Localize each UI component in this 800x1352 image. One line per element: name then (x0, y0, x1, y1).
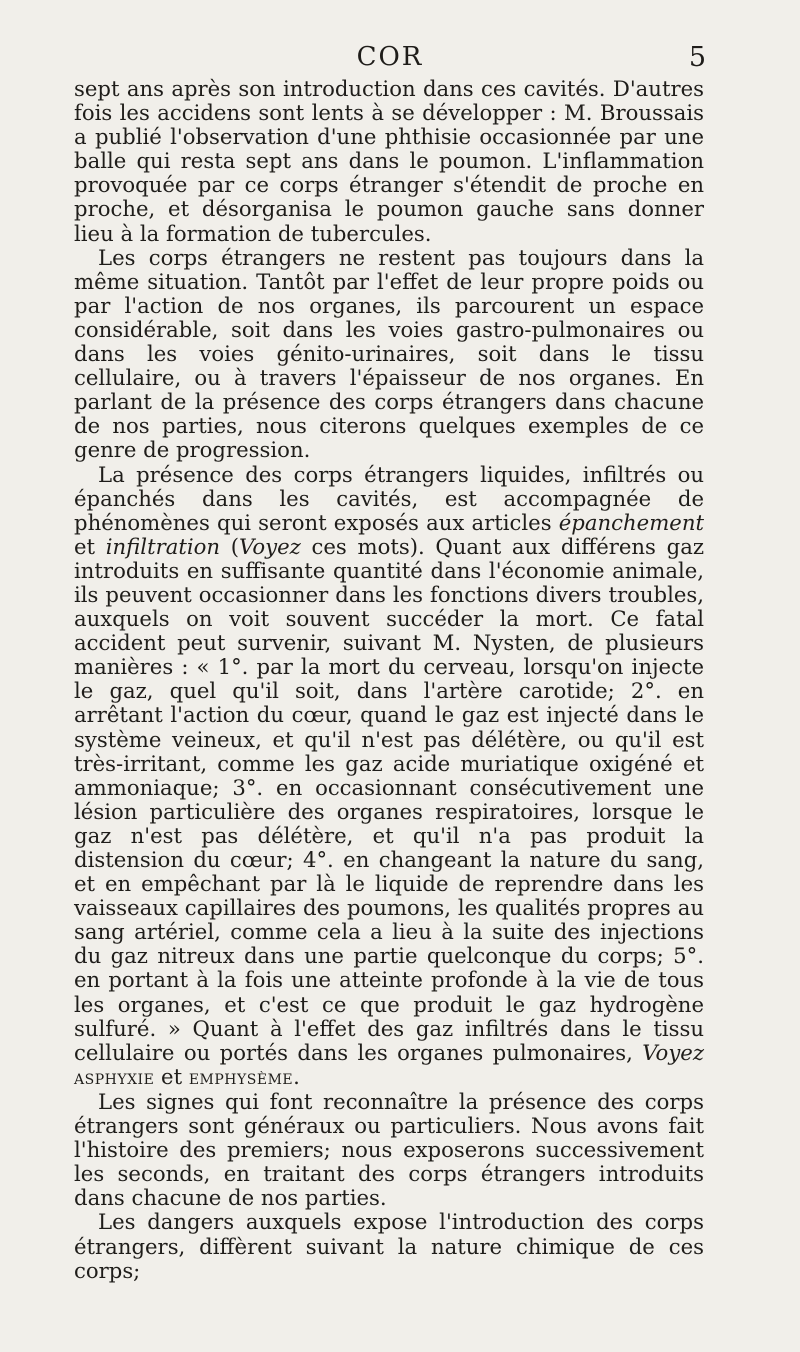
paragraph-5: Les dangers auxquels expose l'introduction des corps étrangers, diffèrent suivant la nature chimique de ces corps; (74, 1209, 704, 1283)
paragraph-3-text-e: et (154, 1063, 189, 1089)
paragraph-3-text-f: . (293, 1063, 300, 1089)
paragraph-3-text-c: ( (220, 533, 240, 559)
cross-ref-asphyxie: asphyxie (74, 1065, 155, 1089)
paragraph-3-text-a: La présence des corps étrangers liquides, infiltrés ou épanchés dans les cavités, est accompagnée de phénomènes qui seront exposés aux articles (74, 461, 704, 535)
body-text (74, 77, 704, 1283)
cross-ref-voyez-1: Voyez (239, 533, 301, 559)
cross-ref-voyez-2: Voyez (642, 1039, 704, 1065)
paragraph-4: Les signes qui font reconnaître la présence des corps étrangers sont généraux ou particuliers. Nous avons fait l'histoire des premiers; nous exposerons successivement les seconds, en traitant des corps étrangers introduits dans chacune de nos parties. (74, 1088, 704, 1211)
term-infiltration: infiltration (105, 533, 221, 559)
cross-ref-emphyseme: emphysème (188, 1065, 294, 1089)
paragraph-2: Les corps étrangers ne restent pas toujours dans la même situation. Tantôt par l'effet de leur propre poids ou par l'action de nos organes, ils parcourent un espace considérable, soit dans les voies gastro-pulmonaires ou dans les voies génito-urinaires, soit dans le tissu cellulaire, ou à travers l'épaisseur de nos organes. En parlant de la présence des corps étrangers dans chacune de nos parties, nous citerons quelques exemples de ce genre de progression. (74, 244, 704, 463)
running-head: COR (356, 42, 424, 72)
page-number: 5 (688, 42, 706, 73)
paragraph-3-text-b: et (74, 533, 106, 559)
paragraph-1: sept ans après son introduction dans ces cavités. D'autres fois les accidens sont lents à se développer : M. Broussais a publié l'observation d'une phthisie occasionnée par une balle qui resta sept ans dans le poumon. L'inflammation provoquée par ce corps étranger s'étendit de proche en proche, et désorganisa le poumon gauche sans donner lieu à la formation de tubercules. (74, 76, 704, 246)
paragraph-3 (74, 463, 704, 1090)
term-epanchement: épanchement (558, 509, 704, 535)
page-header (74, 42, 706, 78)
paragraph-3-text-d: ces mots). Quant aux différens gaz introduits en suffisante quantité dans l'économie animale, ils peuvent occasionner dans les fonctions divers troubles, auxquels on voit souvent succéder la mort. Ce fatal accident peut survenir, suivant M. Nysten, de plusieurs manières : « 1°. par la mort du cerveau, lorsqu'on injecte le gaz, quel qu'il soit, dans l'artère carotide; 2°. en arrêtant l'action du cœur, quand le gaz est injecté dans le système veineux, et qu'il n'est pas délétère, ou qu'il est très-irritant, comme les gaz acide muriatique oxigéné et ammoniaque; 3°. en occasionnant consécutivement une lésion particulière des organes respiratoires, lorsque le gaz n'est pas délétère, et qu'il n'a pas produit la distension du cœur; 4°. en changeant la nature du sang, et en empêchant par là le liquide de reprendre dans les vaisseaux capillaires des poumons, les qualités propres au sang artériel, comme cela a lieu à la suite des injections du gaz nitreux dans une partie quelconque du corps; 5°. en portant à la fois une atteinte profonde à la vie de tous les organes, et c'est ce que produit le gaz hydrogène sulfuré. » Quant à l'effet des gaz infiltrés dans le tissu cellulaire ou portés dans les organes pulmonaires, (74, 533, 704, 1065)
